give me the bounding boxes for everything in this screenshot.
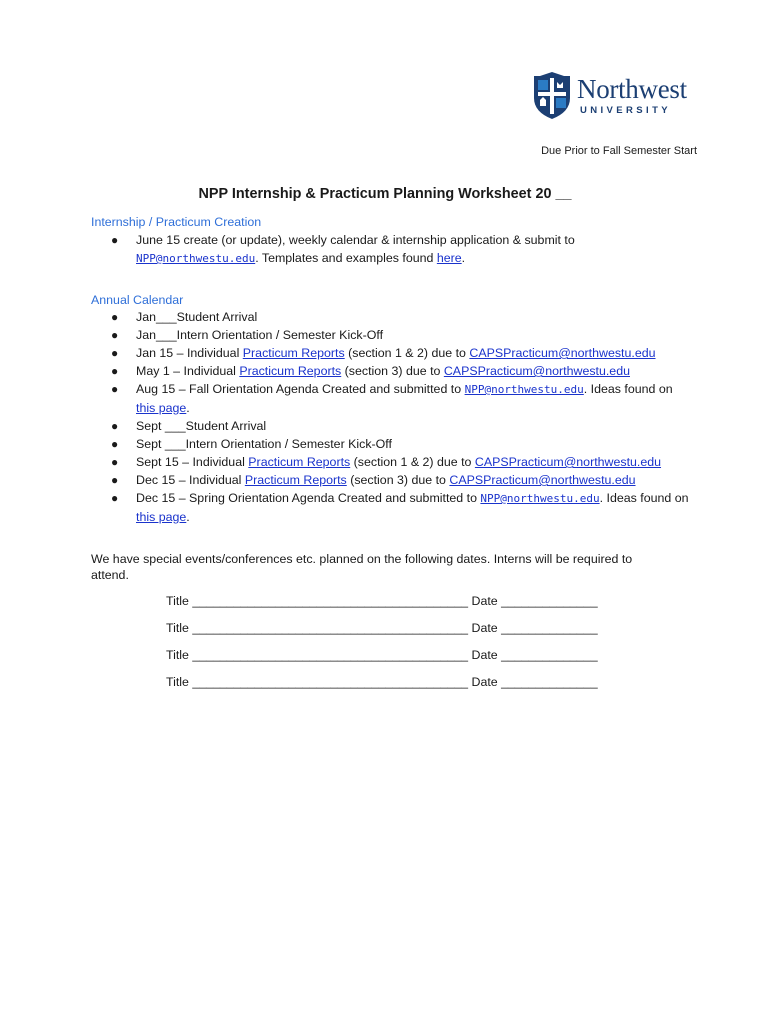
practicum-reports-link[interactable]: Practicum Reports [239, 364, 342, 378]
list-item [91, 471, 691, 489]
item-text: Dec 15 – Spring Orientation Agenda Created and submitted to [136, 491, 481, 505]
bullet-icon: ● [111, 328, 119, 342]
event-date-field[interactable]: Date ______________ [471, 621, 598, 635]
section-heading-calendar: Annual Calendar [91, 293, 184, 307]
practicum-reports-link[interactable]: Practicum Reports [242, 346, 345, 360]
bullet-icon: ● [111, 473, 119, 487]
item-text: (section 3) due to [341, 364, 444, 378]
item-text: June 15 create (or update), weekly calendar & internship application & submit to [136, 233, 575, 247]
bullet-icon: ● [111, 233, 119, 247]
university-logo [530, 72, 706, 122]
email-link-caps[interactable]: CAPSPracticum@northwestu.edu [469, 346, 656, 360]
item-text: (section 3) due to [346, 473, 450, 487]
creation-list [91, 231, 691, 268]
item-text: May 1 – Individual [136, 364, 240, 378]
email-link-caps[interactable]: CAPSPracticum@northwestu.edu [449, 473, 636, 487]
email-link-caps[interactable]: CAPSPracticum@northwestu.edu [474, 455, 662, 469]
email-link-npp[interactable]: NPP@northwestu.edu [464, 383, 584, 396]
bullet-icon: ● [111, 437, 119, 451]
list-item [91, 417, 691, 435]
list-item [91, 344, 691, 362]
item-text: Jan___Student Arrival [136, 310, 258, 324]
item-text: Jan 15 – Individual [136, 346, 243, 360]
events-paragraph: We have special events/conferences etc. planned on the following dates. Interns will be required to attend. [91, 552, 633, 582]
list-item [91, 326, 691, 344]
section-heading-creation: Internship / Practicum Creation [91, 215, 262, 229]
event-title-field[interactable]: Title ________________________________________ [166, 621, 469, 635]
this-page-link[interactable]: this page [136, 401, 187, 415]
logo-subtitle: UNIVERSITY [580, 105, 672, 116]
shield-cross-icon [530, 72, 574, 120]
item-text: Sept ___Student Arrival [136, 419, 267, 433]
page-title: NPP Internship & Practicum Planning Worksheet 20 __ [198, 186, 572, 202]
item-text: . Ideas found on [583, 382, 673, 396]
practicum-reports-link[interactable]: Practicum Reports [248, 455, 351, 469]
event-row [166, 593, 598, 620]
email-link-npp[interactable]: NPP@northwestu.edu [480, 492, 600, 505]
event-title-field[interactable]: Title ________________________________________ [166, 594, 469, 608]
event-date-field[interactable]: Date ______________ [471, 675, 598, 689]
list-item [91, 308, 691, 326]
item-text: (section 1 & 2) due to [350, 455, 475, 469]
list-item [91, 453, 691, 471]
list-item [91, 380, 691, 417]
bullet-icon: ● [111, 455, 119, 469]
event-row [166, 620, 598, 647]
event-date-field[interactable]: Date ______________ [471, 594, 598, 608]
item-text: . [186, 510, 190, 524]
bullet-icon: ● [111, 382, 119, 396]
item-text: Jan___Intern Orientation / Semester Kick-Off [136, 328, 384, 342]
email-link-caps[interactable]: CAPSPracticum@northwestu.edu [443, 364, 630, 378]
event-row [166, 674, 598, 701]
event-title-field[interactable]: Title ________________________________________ [166, 675, 469, 689]
bullet-icon: ● [111, 419, 119, 433]
event-date-field[interactable]: Date ______________ [471, 648, 598, 662]
event-title-field[interactable]: Title ________________________________________ [166, 648, 469, 662]
item-text: . Templates and examples found [255, 251, 437, 265]
events-form [166, 593, 598, 701]
item-text: . Ideas found on [599, 491, 689, 505]
bullet-icon: ● [111, 491, 119, 505]
bullet-icon: ● [111, 364, 119, 378]
here-link[interactable]: here [436, 251, 462, 265]
event-row [166, 647, 598, 674]
item-text: Sept ___Intern Orientation / Semester Kick-Off [136, 437, 392, 451]
this-page-link[interactable]: this page [136, 510, 187, 524]
item-text: Aug 15 – Fall Orientation Agenda Created and submitted to [136, 382, 465, 396]
bullet-icon: ● [111, 346, 119, 360]
email-link-npp[interactable]: NPP@northwestu.edu [136, 252, 256, 265]
item-text: Dec 15 – Individual [136, 473, 245, 487]
practicum-reports-link[interactable]: Practicum Reports [244, 473, 347, 487]
calendar-list [91, 308, 691, 526]
list-item [91, 362, 691, 380]
item-text: . [186, 401, 190, 415]
list-item [91, 489, 691, 526]
bullet-icon: ● [111, 310, 119, 324]
list-item [91, 435, 691, 453]
logo-name: Northwest [577, 74, 687, 104]
due-note: Due Prior to Fall Semester Start [541, 145, 697, 157]
item-text: . [461, 251, 466, 265]
item-text: (section 1 & 2) due to [344, 346, 470, 360]
list-item [91, 231, 691, 268]
item-text: Sept 15 – Individual [136, 455, 249, 469]
